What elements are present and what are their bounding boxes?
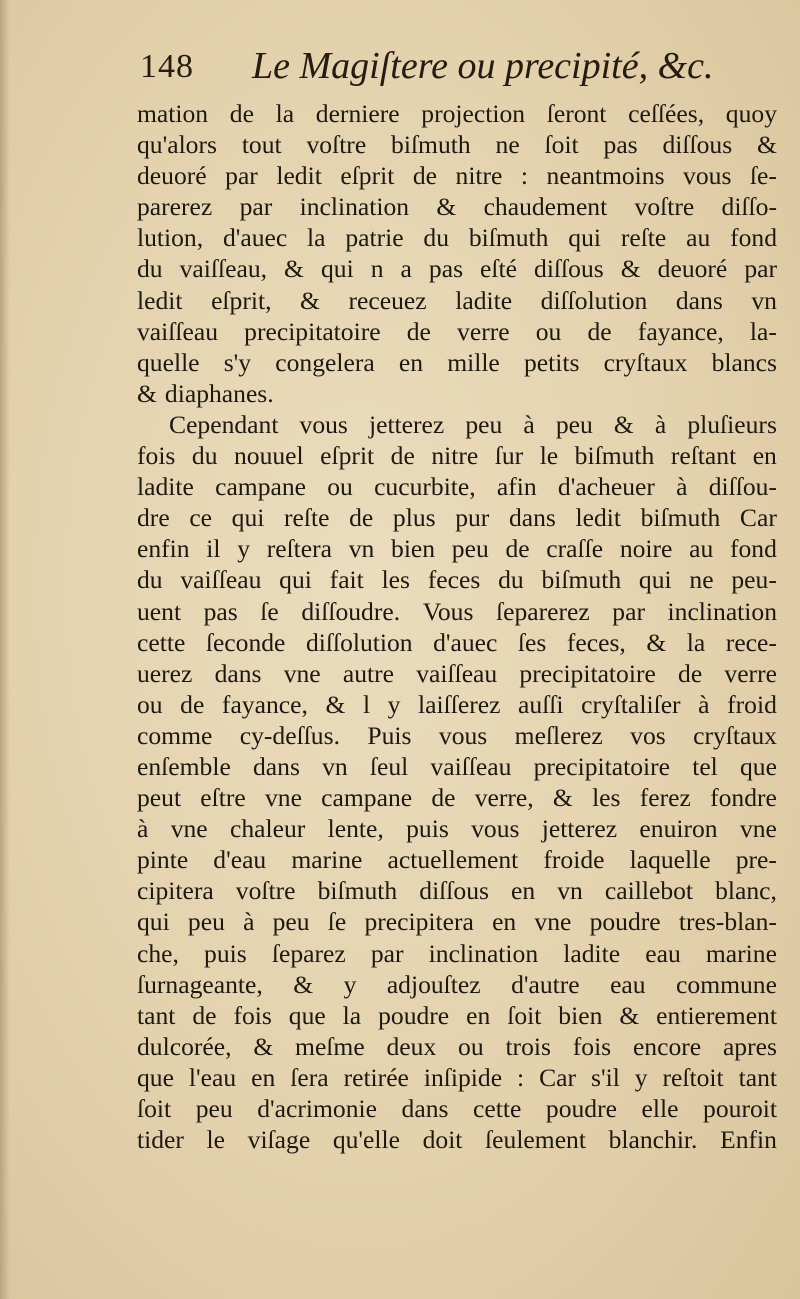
text-line: vaiſſeau precipitatoire de verre ou de fayance, la- — [137, 316, 777, 346]
text-line: mation de la derniere projection ſeront ceſſées, quoy — [137, 99, 777, 128]
text-line: fois du nouuel eſprit de nitre ſur le biſmuth reſtant en — [137, 441, 777, 471]
text-line: qui peu à peu ſe precipitera en vne poudre tres-blan- — [137, 907, 777, 937]
text-line: ladite campane ou cucurbite, afin d'acheuer à diſſou- — [137, 472, 777, 502]
text-line: cipitera voſtre biſmuth diſſous en vn caillebot blanc, — [137, 876, 777, 906]
text-line: & diaphanes. — [137, 378, 274, 408]
text-line: parerez par inclination & chaudement voſtre diſſo- — [137, 192, 777, 222]
text-line: qu'alors tout voſtre biſmuth ne ſoit pas diſſous & — [137, 130, 777, 160]
running-title: Le Magiſtere ou precipité, &c. — [252, 45, 714, 87]
text-line: ledit eſprit, & receuez ladite diſſolution dans vn — [137, 285, 777, 315]
text-line: pinte d'eau marine actuellement froide laquelle pre- — [137, 845, 777, 875]
text-line: tider le viſage qu'elle doit ſeulement blanchir. Enfin — [137, 1125, 777, 1155]
text-line: che, puis ſeparez par inclination ladite eau marine — [137, 938, 777, 968]
text-line: que l'eau en ſera retirée inſipide : Car s'il y reſtoit tant — [137, 1062, 777, 1092]
text-line: ſurnageante, & y adjouſtez d'autre eau commune — [137, 969, 777, 999]
text-line: deuoré par ledit eſprit de nitre : neantmoins vous ſe- — [137, 161, 777, 191]
text-line: du vaiſſeau qui fait les feces du biſmuth qui ne peu- — [137, 565, 777, 595]
text-line: uent pas ſe diſſoudre. Vous ſeparerez par inclination — [137, 596, 777, 626]
text-line: enfin il y reſtera vn bien peu de craſſe noire au fond — [137, 534, 777, 564]
text-line: dulcorée, & meſme deux ou trois fois encore apres — [137, 1031, 777, 1061]
page-binding-edge — [0, 0, 10, 1299]
text-line: comme cy-deſſus. Puis vous meſlerez vos cryſtaux — [137, 720, 777, 750]
text-line: uerez dans vne autre vaiſſeau precipitatoire de verre — [137, 658, 777, 688]
page-header — [140, 44, 770, 96]
text-line: quelle s'y congelera en mille petits cryſtaux blancs — [137, 347, 777, 377]
text-line: tant de fois que la poudre en ſoit bien & entierement — [137, 1000, 777, 1030]
text-line: Cependant vous jetterez peu à peu & à pluſieurs — [169, 409, 777, 439]
text-line: dre ce qui reſte de plus pur dans ledit biſmuth Car — [137, 503, 777, 533]
text-line: ou de fayance, & l y laiſſerez auſſi cryſtaliſer à froid — [137, 689, 777, 719]
page-number: 148 — [140, 48, 194, 85]
text-line: du vaiſſeau, & qui n a pas eſté diſſous & deuoré par — [137, 254, 777, 284]
text-line: à vne chaleur lente, puis vous jetterez enuiron vne — [137, 814, 777, 844]
body-text — [137, 98, 777, 1155]
text-line: cette ſeconde diſſolution d'auec ſes feces, & la rece- — [137, 627, 777, 657]
text-line: peut eſtre vne campane de verre, & les ferez fondre — [137, 783, 777, 813]
text-line: ſoit peu d'acrimonie dans cette poudre elle pouroit — [137, 1094, 777, 1123]
text-line: lution, d'auec la patrie du biſmuth qui reſte au fond — [137, 223, 777, 253]
text-line: enſemble dans vn ſeul vaiſſeau precipitatoire tel que — [137, 751, 777, 781]
